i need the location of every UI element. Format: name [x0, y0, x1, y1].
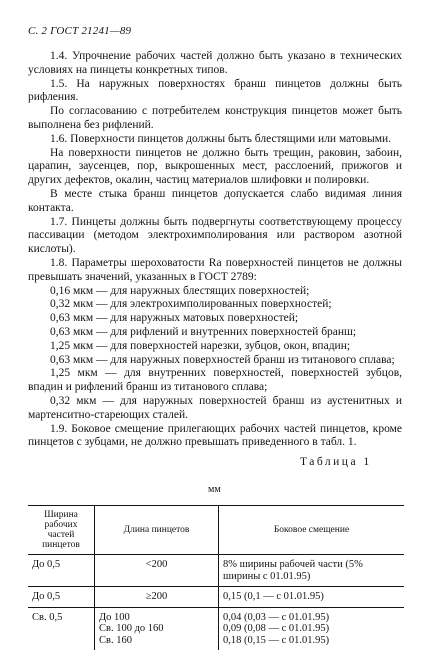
roughness-item: 0,63 мкм — для наружных поверхностей бранш из титанового сплава;: [50, 353, 395, 366]
column-header: Ширина рабочих частей пинцетов: [28, 506, 95, 555]
cell-line: 0,04 (0,03 — с 01.01.95): [223, 611, 330, 623]
table-row: [28, 555, 404, 587]
paragraph: На поверхности пинцетов не должно быть трещин, раковин, забоин, царапин, заусенцев, пор, выкрошенных мест, расслоений, прижогов и других дефектов, окалин, частиц материалов шлифовки и полировки.: [28, 146, 402, 187]
data-table: [28, 505, 404, 650]
roughness-item: 0,32 мкм — для наружных поверхностей бранш из аустенитных и мартенситно-стареющих сталей.: [28, 394, 402, 421]
paragraph: 1.7. Пинцеты должны быть подвергнуты соответствующему процессу пассивации (методом электрохимполирования или раствором азотной кислоты).: [28, 215, 402, 256]
paragraph: В месте стыка бранш пинцетов допускается слабо видимая линия контакта.: [28, 187, 402, 214]
cell-line: 0,09 (0,08 — с 01.01.95): [223, 623, 330, 634]
table-row: [28, 607, 404, 650]
column-header: Боковое смещение: [219, 506, 405, 555]
table-units: мм: [208, 484, 221, 495]
paragraph: 1.5. На наружных поверхностях бранш пинцетов должны быть рифления.: [28, 77, 402, 104]
roughness-item: 0,16 мкм — для наружных блестящих поверхностей;: [50, 284, 310, 297]
roughness-item: 0,32 мкм — для электрохимполированных поверхностей;: [50, 298, 332, 311]
table-cell: [95, 607, 219, 650]
paragraph: 1.9. Боковое смещение прилегающих рабочих частей пинцетов, кроме пинцетов с зубцами, не должно превышать приведенного в табл. 1.: [28, 422, 402, 449]
table-cell: До 0,5: [28, 587, 95, 608]
roughness-item: 0,63 мкм — для рифлений и внутренних поверхностей бранш;: [50, 325, 357, 338]
table-header-row: [28, 506, 404, 555]
paragraph: По согласованию с потребителем конструкция пинцетов может быть выполнена без рифлений.: [28, 105, 402, 131]
paragraph: 1.6. Поверхности пинцетов должны быть блестящими или матовыми.: [50, 132, 392, 145]
table-cell: Св. 0,5: [28, 607, 95, 650]
table-cell: 0,15 (0,1 — с 01.01.95): [219, 587, 405, 608]
page-header: С. 2 ГОСТ 21241—89: [28, 25, 132, 37]
cell-line: До 100: [99, 611, 130, 623]
table-caption: Таблица 1: [300, 456, 372, 468]
table-cell: ≥200: [95, 587, 219, 608]
roughness-item: 1,25 мкм — для поверхностей нарезки, зубцов, окон, впадин;: [50, 339, 351, 352]
cell-line: 0,18 (0,15 — с 01.01.95): [223, 634, 330, 646]
cell-line: Св. 160: [99, 634, 132, 646]
table-cell: 8% ширины рабочей части (5% ширины с 01.01.95): [219, 555, 405, 587]
cell-line: Св. 100 до 160: [99, 623, 164, 634]
column-header: Длина пинцетов: [95, 506, 219, 555]
roughness-item: 1,25 мкм — для внутренних поверхностей, поверхностей зубцов, впадин и рифлений бранш из титанового сплава;: [28, 367, 402, 394]
table-cell: [219, 607, 405, 650]
roughness-item: 0,63 мкм — для наружных матовых поверхностей;: [50, 312, 299, 325]
table-cell: <200: [95, 555, 219, 587]
body-text: [28, 50, 402, 450]
table-cell: До 0,5: [32, 559, 61, 570]
paragraph: 1.4. Упрочнение рабочих частей должно быть указано в технических условиях на пинцеты конкретных типов.: [28, 50, 402, 76]
table-row: [28, 587, 404, 608]
paragraph: 1.8. Параметры шероховатости Ra поверхностей пинцетов не должны превышать значений, указанных в ГОСТ 2789:: [28, 256, 402, 283]
